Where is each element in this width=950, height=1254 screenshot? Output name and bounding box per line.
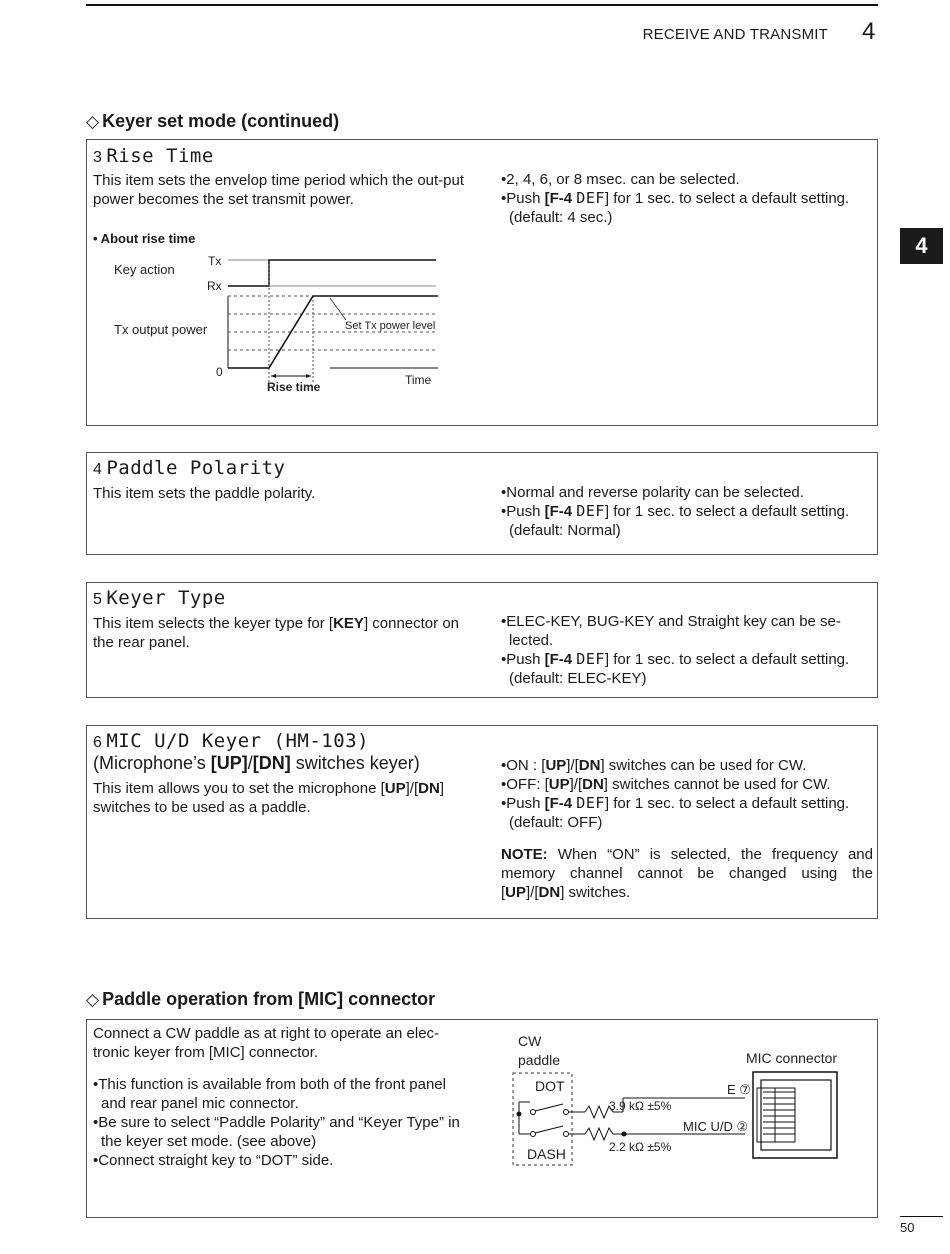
rise-time-number: 3 (93, 149, 102, 166)
mic-ud-bullet-default: • Push [F-4 DEF] for 1 sec. to select a default setting. (501, 794, 873, 813)
tx-label: Tx (208, 254, 222, 268)
paddle-bullet: • This function is available from both of the front panel and rear panel mic connector. (93, 1075, 465, 1113)
paddle-polarity-options (501, 483, 873, 540)
paddle-polarity-default: (default: Normal) (509, 522, 621, 539)
diamond-icon: ◇ (86, 990, 100, 1009)
set-tx-level-label: Set Tx power level (345, 320, 436, 332)
mic-ud-on-option: • ON : [UP]/[DN] switches can be used for CW. (501, 756, 873, 775)
paddle-section-title (86, 989, 435, 1010)
rise-time-bullet-values: • 2, 4, 6, or 8 msec. can be selected. (501, 170, 873, 189)
resistor-2-label: 2.2 kΩ ±5% (609, 1140, 672, 1154)
diamond-icon: ◇ (86, 112, 100, 131)
zero-label: 0 (216, 365, 223, 379)
paddle-bullet: • Be sure to select “Paddle Polarity” and “Keyer Type” in the keyer set mode. (see above) (93, 1113, 465, 1151)
tx-output-power-label: Tx output power (114, 322, 208, 337)
paddle-polarity-heading (93, 457, 285, 479)
keyer-section-title-text: Keyer set mode (continued) (102, 111, 340, 131)
rise-time-heading (93, 145, 214, 167)
resistor-1-label: 3.9 kΩ ±5% (609, 1099, 672, 1113)
rise-time-bullet-default: • Push [F-4 DEF] for 1 sec. to select a default setting. (501, 189, 873, 208)
keyer-type-default: (default: ELEC-KEY) (509, 670, 647, 687)
header-title: RECEIVE AND TRANSMIT (642, 26, 828, 43)
keyer-type-heading (93, 587, 226, 609)
cw-label: CW (518, 1033, 542, 1049)
key-action-trace (228, 260, 436, 286)
keyer-type-bullet-default: • Push [F-4 DEF] for 1 sec. to select a default setting. (501, 650, 873, 669)
keyer-type-bullet-values: • ELEC-KEY, BUG-KEY and Straight key can be se-lected. (501, 612, 873, 650)
paddle-polarity-lcd-label: Paddle Polarity (106, 457, 286, 479)
page-number: 50 (900, 1220, 915, 1235)
keyer-section-title (86, 111, 339, 132)
rx-label: Rx (207, 279, 222, 293)
paddle-intro: Connect a CW paddle as at right to operate an elec-tronic keyer from [MIC] connector. (93, 1025, 440, 1061)
paddle-bullet: • Connect straight key to “DOT” side. (93, 1151, 465, 1170)
mic-ud-keyer-subtitle: (Microphone’s [UP]/[DN] switches keyer) (93, 753, 420, 773)
paddle-bullets (93, 1075, 465, 1170)
mic-ud-off-option: • OFF: [UP]/[DN] switches cannot be used for CW. (501, 775, 873, 794)
about-rise-time-label: • About rise time (93, 231, 196, 246)
mic-ud-default: (default: OFF) (509, 814, 603, 831)
dash-label: DASH (527, 1146, 566, 1162)
header-chapter-number: 4 (862, 18, 876, 45)
paddle-wiring-diagram (505, 1030, 865, 1170)
rise-time-lcd-label: Rise Time (106, 145, 214, 167)
mic-ud-keyer-heading (93, 730, 369, 752)
footer-rule (900, 1216, 943, 1217)
mic-ud-keyer-description: This item allows you to set the microphone [UP]/[DN] switches to be used as a paddle. (93, 780, 444, 816)
paddle-polarity-number: 4 (93, 461, 102, 478)
rise-time-options (501, 170, 873, 227)
keyer-type-lcd-label: Keyer Type (106, 587, 226, 609)
key-action-label: Key action (114, 262, 175, 277)
rise-time-default: (default: 4 sec.) (509, 209, 613, 226)
chapter-side-tab: 4 (900, 228, 943, 264)
mic-ud-pin-label: MIC U/D ② (683, 1119, 749, 1134)
paddle-section-title-text: Paddle operation from [MIC] connector (102, 989, 436, 1009)
paddle-label: paddle (518, 1052, 561, 1068)
paddle-polarity-description: This item sets the paddle polarity. (93, 485, 316, 502)
mic-ud-keyer-lcd-label: MIC U/D Keyer (HM-103) (106, 730, 370, 752)
mic-connector-label: MIC connector (746, 1050, 838, 1066)
keyer-type-options (501, 612, 873, 688)
rise-time-axis-label: Rise time (267, 380, 321, 394)
e-pin-label: E ⑦ (727, 1082, 751, 1097)
mic-ud-note: NOTE: When “ON” is selected, the frequency and memory channel cannot be changed using the [UP]/[DN] switches. (501, 846, 873, 901)
paddle-polarity-bullet-default: • Push [F-4 DEF] for 1 sec. to select a default setting. (501, 502, 873, 521)
mic-connector-icon (753, 1072, 837, 1158)
paddle-polarity-bullet-values: • Normal and reverse polarity can be selected. (501, 483, 873, 502)
keyer-type-description: This item selects the keyer type for [KEY] connector on the rear panel. (93, 615, 459, 651)
keyer-type-number: 5 (93, 591, 102, 608)
mic-ud-keyer-number: 6 (93, 734, 102, 751)
top-rule (86, 4, 878, 6)
rise-time-description: This item sets the envelop time period which the out-put power becomes the set transmit power. (93, 172, 465, 208)
dot-label: DOT (535, 1078, 565, 1094)
time-axis-label: Time (405, 373, 432, 387)
mic-ud-keyer-options (501, 756, 873, 832)
rise-time-diagram (100, 250, 450, 400)
